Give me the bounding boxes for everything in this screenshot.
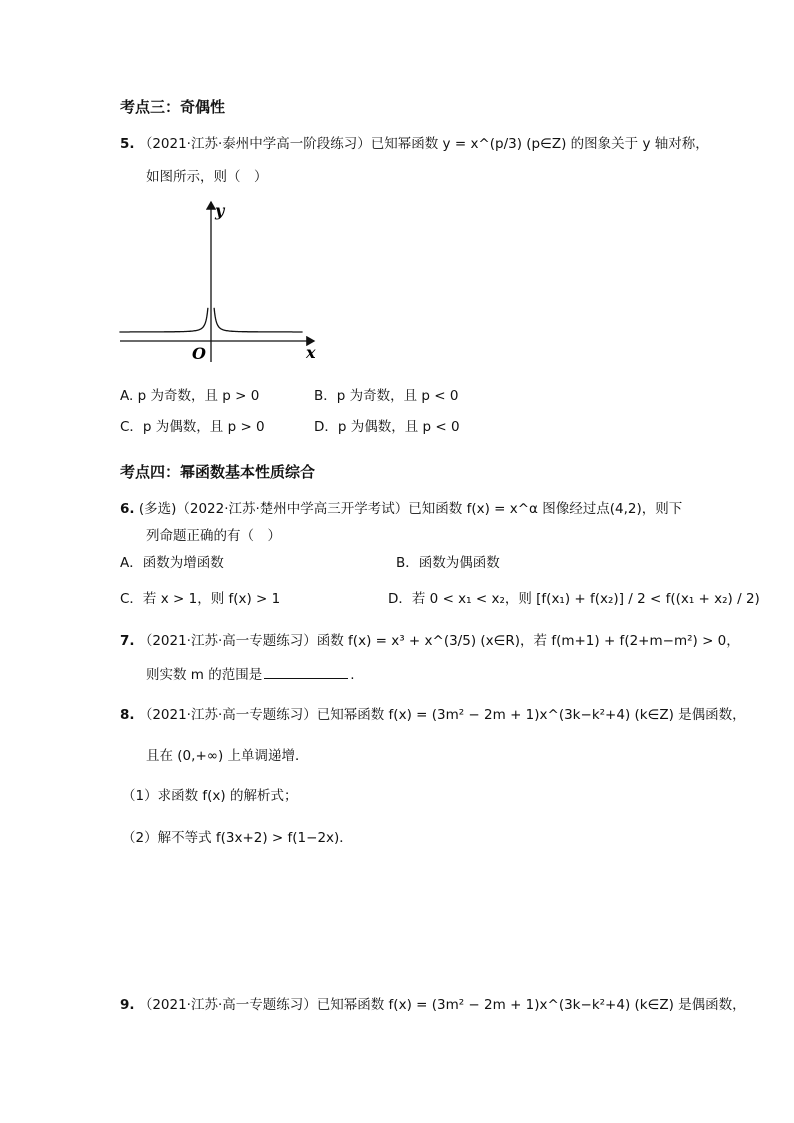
question-8-line-2: 且在 (0,+∞) 上单调递增． [146,748,309,764]
question-8-line-1 [120,703,746,723]
question-6-option-a: A．函数为增函数 [120,555,224,571]
question-8-subquestion-2: （2）解不等式 f(3x+2) > f(1−2x)． [122,830,353,846]
question-5-option-a: A. p 为奇数，且 p > 0 [120,388,260,404]
question-5-line-2: 如图所示，则（ ） [146,169,268,185]
question-5-graph [118,196,328,366]
question-7-line-2 [146,663,355,683]
question-5-option-c: C．p 为偶数，且 p > 0 [120,419,265,435]
question-7-period: . [350,667,355,683]
question-7-line-1 [120,629,740,649]
answer-blank[interactable] [264,666,348,679]
question-6-number: 6. [120,501,135,517]
origin-label: O [192,344,206,363]
section-title-parity: 考点三：奇偶性 [120,98,226,116]
question-6-line-2: 列命题正确的有（ ） [146,528,281,544]
question-5-stem: （2021·江苏·泰州中学高一阶段练习）已知幂函数 y = x^(p/3) (p∈Z) 的图象关于 y 轴对称， [138,136,709,152]
question-6-option-d: D．若 0 < x₁ < x₂，则 [f(x₁) + f(x₂)] / 2 < f((x₁ + x₂) / 2) [388,591,760,607]
curve-left-branch [119,308,207,332]
question-7-number: 7. [120,633,135,649]
question-6-stem: (多选)（2022·江苏·楚州中学高三开学考试）已知函数 f(x) = x^α 图像经过点(4,2)，则下 [138,501,683,517]
question-7-stem: （2021·江苏·高一专题练习）函数 f(x) = x³ + x^(3/5) (x∈R)，若 f(m+1) + f(2+m−m²) > 0， [138,633,740,649]
question-5-line-1 [120,132,709,152]
x-axis-label: x [306,343,316,362]
question-8-number: 8. [120,707,135,723]
curve-right-branch [214,308,303,332]
question-5-option-d: D．p 为偶数，且 p < 0 [314,419,460,435]
question-9-number: 9. [120,997,135,1013]
question-5-option-b: B．p 为奇数，且 p < 0 [314,388,459,404]
question-7-prompt: 则实数 m 的范围是 [146,667,263,683]
question-6-option-c: C．若 x > 1，则 f(x) > 1 [120,591,281,607]
question-8-subquestion-1: （1）求函数 f(x) 的解析式； [122,788,298,804]
y-axis-label: y [215,201,225,220]
section-title-power-functions: 考点四：幂函数基本性质综合 [120,463,316,481]
question-5-number: 5. [120,136,135,152]
question-9-line-1 [120,993,746,1013]
question-6-option-b: B．函数为偶函数 [396,555,500,571]
question-6-line-1 [120,497,682,517]
question-9-stem: （2021·江苏·高一专题练习）已知幂函数 f(x) = (3m² − 2m + 1)x^(3k−k²+4) (k∈Z) 是偶函数， [138,997,746,1013]
question-8-stem: （2021·江苏·高一专题练习）已知幂函数 f(x) = (3m² − 2m + 1)x^(3k−k²+4) (k∈Z) 是偶函数， [138,707,746,723]
